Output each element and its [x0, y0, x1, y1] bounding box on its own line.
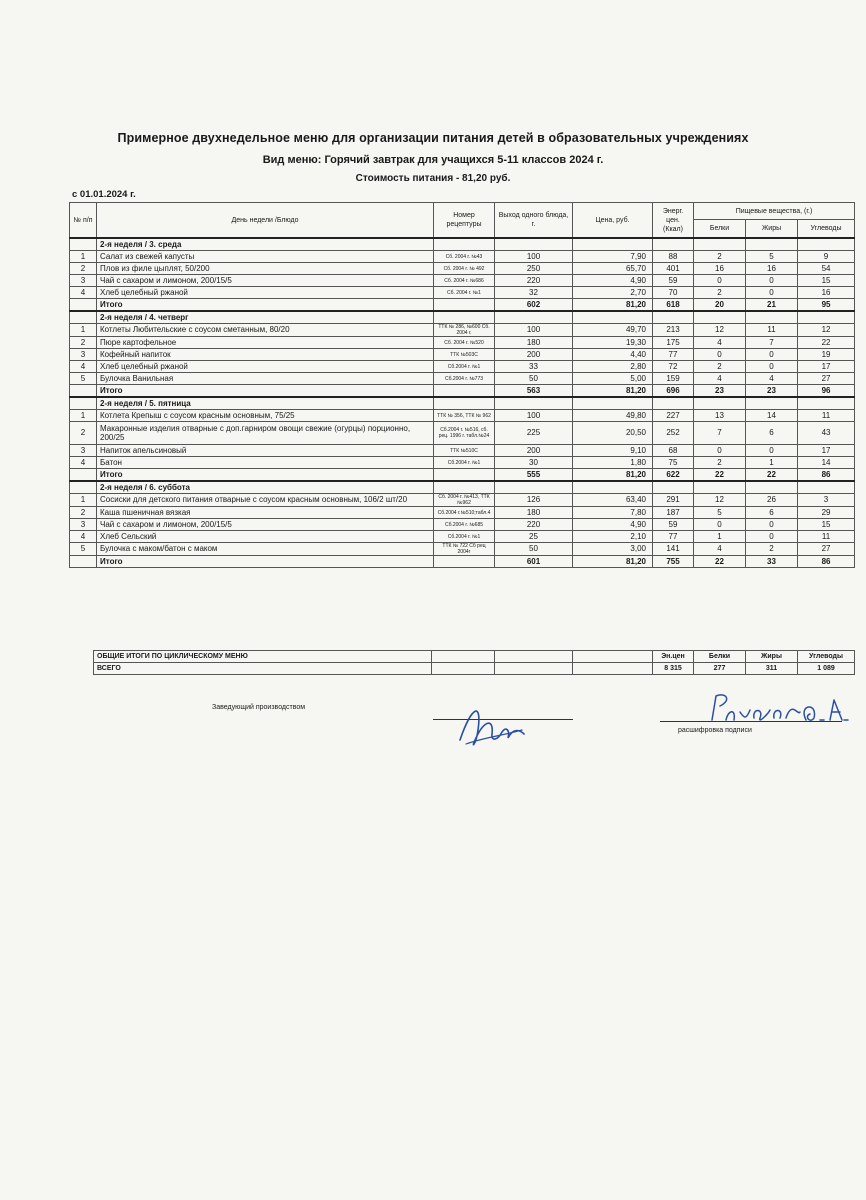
total-label: Итого	[97, 299, 434, 312]
row-number: 4	[70, 531, 97, 543]
row-number: 3	[70, 275, 97, 287]
position-label: Заведующий производством	[212, 704, 306, 711]
dish-fat: 1	[746, 457, 798, 469]
summary-row-values	[94, 663, 855, 675]
row-number: 4	[70, 457, 97, 469]
dish-price: 4,40	[573, 349, 653, 361]
dish-yield: 180	[495, 507, 573, 519]
dish-fat: 16	[746, 263, 798, 275]
day-header-row	[70, 238, 855, 251]
dish-fat: 4	[746, 373, 798, 385]
dish-protein: 5	[694, 507, 746, 519]
menu-body	[70, 238, 855, 568]
recipe-number: ТТК № 722 Сб рец 2004г	[434, 543, 495, 556]
table-row	[70, 349, 855, 361]
day-header-row	[70, 481, 855, 494]
total-protein: 23	[694, 385, 746, 398]
summary-fat: 311	[746, 663, 798, 675]
table-row	[70, 251, 855, 263]
dish-energy: 59	[653, 275, 694, 287]
dish-yield: 250	[495, 263, 573, 275]
total-carbs: 86	[798, 556, 855, 568]
recipe-number: ТТК №503С	[434, 349, 495, 361]
dish-price: 1,80	[573, 457, 653, 469]
dish-fat: 14	[746, 410, 798, 422]
summary-table	[93, 650, 855, 675]
table-row	[70, 531, 855, 543]
dish-protein: 4	[694, 337, 746, 349]
total-carbs: 86	[798, 469, 855, 482]
total-protein: 22	[694, 469, 746, 482]
table-row	[70, 494, 855, 507]
dish-price: 19,30	[573, 337, 653, 349]
row-number: 1	[70, 324, 97, 337]
dish-energy: 187	[653, 507, 694, 519]
dish-carbs: 9	[798, 251, 855, 263]
total-energy: 622	[653, 469, 694, 482]
total-price: 81,20	[573, 469, 653, 482]
total-fat: 23	[746, 385, 798, 398]
dish-fat: 2	[746, 543, 798, 556]
dish-fat: 0	[746, 519, 798, 531]
recipe-number: ТТК № 356, ТТК № 962	[434, 410, 495, 422]
handwritten-signature	[452, 700, 542, 760]
dish-carbs: 54	[798, 263, 855, 275]
dish-protein: 2	[694, 287, 746, 299]
dish-price: 7,90	[573, 251, 653, 263]
recipe-number: Сб. 2004 г. № 492	[434, 263, 495, 275]
table-row	[70, 287, 855, 299]
dish-yield: 225	[495, 422, 573, 445]
dish-yield: 220	[495, 519, 573, 531]
dish-name: Напиток апельсиновый	[97, 445, 434, 457]
dish-name: Чай с сахаром и лимоном, 200/15/5	[97, 275, 434, 287]
dish-yield: 50	[495, 373, 573, 385]
row-number: 2	[70, 422, 97, 445]
dish-protein: 2	[694, 361, 746, 373]
day-header-row	[70, 311, 855, 324]
day-title: 2-я неделя / 6. суббота	[97, 481, 434, 494]
dish-protein: 0	[694, 519, 746, 531]
dish-fat: 0	[746, 445, 798, 457]
recipe-number: Сб. 2004 г. №413, ТТК №962	[434, 494, 495, 507]
table-row	[70, 410, 855, 422]
dish-yield: 200	[495, 349, 573, 361]
row-number: 5	[70, 373, 97, 385]
dish-name: Макаронные изделия отварные с доп.гарниром овощи свежие (огурцы) порционно, 200/25	[97, 422, 434, 445]
summary-carbs-header: Углеводы	[798, 651, 855, 663]
col-dish: День недели /Блюдо	[97, 203, 434, 239]
dish-carbs: 11	[798, 410, 855, 422]
dish-name: Каша пшеничная вязкая	[97, 507, 434, 519]
dish-name: Чай с сахаром и лимоном, 200/15/5	[97, 519, 434, 531]
total-price: 81,20	[573, 385, 653, 398]
dish-yield: 50	[495, 543, 573, 556]
row-number: 2	[70, 337, 97, 349]
col-price: Цена, руб.	[573, 203, 653, 239]
table-row	[70, 519, 855, 531]
dish-protein: 13	[694, 410, 746, 422]
dish-protein: 4	[694, 543, 746, 556]
dish-carbs: 14	[798, 457, 855, 469]
dish-carbs: 17	[798, 445, 855, 457]
menu-table	[69, 202, 855, 568]
dish-energy: 227	[653, 410, 694, 422]
dish-price: 9,10	[573, 445, 653, 457]
dish-price: 20,50	[573, 422, 653, 445]
recipe-number: Сб. 2004 г. №1	[434, 287, 495, 299]
total-row	[70, 469, 855, 482]
recipe-number: ТТК №510С	[434, 445, 495, 457]
total-price: 81,20	[573, 299, 653, 312]
row-number: 2	[70, 507, 97, 519]
dish-protein: 16	[694, 263, 746, 275]
dish-energy: 72	[653, 361, 694, 373]
summary-label: ОБЩИЕ ИТОГИ ПО ЦИКЛИЧЕСКОМУ МЕНЮ	[94, 651, 432, 663]
dish-protein: 0	[694, 275, 746, 287]
total-yield: 601	[495, 556, 573, 568]
table-row	[70, 361, 855, 373]
table-row	[70, 275, 855, 287]
dish-price: 2,80	[573, 361, 653, 373]
table-row	[70, 543, 855, 556]
col-num: № п/п	[70, 203, 97, 239]
dish-fat: 0	[746, 287, 798, 299]
table-row	[70, 373, 855, 385]
dish-carbs: 22	[798, 337, 855, 349]
total-fat: 21	[746, 299, 798, 312]
dish-energy: 252	[653, 422, 694, 445]
meal-cost: Стоимость питания - 81,20 руб.	[355, 173, 511, 184]
table-row	[70, 422, 855, 445]
dish-price: 63,40	[573, 494, 653, 507]
effective-date: с 01.01.2024 г.	[72, 189, 136, 200]
total-energy: 696	[653, 385, 694, 398]
dish-price: 5,00	[573, 373, 653, 385]
dish-name: Булочка Ванильная	[97, 373, 434, 385]
dish-energy: 141	[653, 543, 694, 556]
dish-energy: 88	[653, 251, 694, 263]
recipe-number: Сб.2004 г. №685	[434, 519, 495, 531]
dish-energy: 159	[653, 373, 694, 385]
recipe-number: Сб. 2004 г. №686	[434, 275, 495, 287]
dish-name: Булочка с маком/батон с маком	[97, 543, 434, 556]
dish-price: 49,80	[573, 410, 653, 422]
dish-price: 3,00	[573, 543, 653, 556]
total-carbs: 96	[798, 385, 855, 398]
recipe-number: Сб.2004 г. №516, сб. рец. 1996 г. табл.№24	[434, 422, 495, 445]
dish-yield: 180	[495, 337, 573, 349]
dish-energy: 213	[653, 324, 694, 337]
dish-yield: 100	[495, 251, 573, 263]
dish-carbs: 11	[798, 531, 855, 543]
row-number: 1	[70, 494, 97, 507]
dish-fat: 0	[746, 275, 798, 287]
day-title: 2-я неделя / 3. среда	[97, 238, 434, 251]
dish-yield: 220	[495, 275, 573, 287]
dish-yield: 100	[495, 324, 573, 337]
total-energy: 618	[653, 299, 694, 312]
dish-energy: 59	[653, 519, 694, 531]
dish-carbs: 12	[798, 324, 855, 337]
table-row	[70, 507, 855, 519]
dish-carbs: 15	[798, 519, 855, 531]
table-row	[70, 445, 855, 457]
total-carbs: 95	[798, 299, 855, 312]
row-number: 5	[70, 543, 97, 556]
menu-type: Вид меню: Горячий завтрак для учащихся 5-11 классов 2024 г.	[262, 154, 604, 166]
dish-carbs: 3	[798, 494, 855, 507]
row-number: 4	[70, 287, 97, 299]
dish-name: Сосиски для детского питания отварные с соусом красным основным, 106/2 шт/20	[97, 494, 434, 507]
dish-fat: 11	[746, 324, 798, 337]
dish-price: 4,90	[573, 275, 653, 287]
dish-energy: 77	[653, 531, 694, 543]
table-row	[70, 324, 855, 337]
dish-name: Пюре картофельное	[97, 337, 434, 349]
document-title: Примерное двухнедельное меню для организации питания детей в образовательных учреждениях	[117, 131, 749, 145]
dish-protein: 2	[694, 457, 746, 469]
dish-yield: 126	[495, 494, 573, 507]
dish-protein: 12	[694, 494, 746, 507]
dish-protein: 7	[694, 422, 746, 445]
dish-fat: 0	[746, 531, 798, 543]
row-number: 1	[70, 251, 97, 263]
dish-energy: 175	[653, 337, 694, 349]
summary-carbs: 1 089	[798, 663, 855, 675]
dish-protein: 12	[694, 324, 746, 337]
row-number: 2	[70, 263, 97, 275]
dish-protein: 1	[694, 531, 746, 543]
dish-name: Котлета Крепыш с соусом красным основным, 75/25	[97, 410, 434, 422]
dish-price: 2,70	[573, 287, 653, 299]
total-row	[70, 385, 855, 398]
dish-fat: 0	[746, 361, 798, 373]
handwritten-name	[706, 690, 856, 730]
day-title: 2-я неделя / 5. пятница	[97, 397, 434, 410]
dish-yield: 30	[495, 457, 573, 469]
total-yield: 555	[495, 469, 573, 482]
day-header-row	[70, 397, 855, 410]
recipe-number: Сб.2004 г. №773	[434, 373, 495, 385]
dish-energy: 77	[653, 349, 694, 361]
recipe-number: ТТК № 286, №600 Сб. 2004 г.	[434, 324, 495, 337]
dish-carbs: 16	[798, 287, 855, 299]
dish-carbs: 17	[798, 361, 855, 373]
dish-yield: 25	[495, 531, 573, 543]
dish-carbs: 15	[798, 275, 855, 287]
dish-name: Котлеты Любительские с соусом сметанным, 80/20	[97, 324, 434, 337]
dish-price: 49,70	[573, 324, 653, 337]
total-row	[70, 556, 855, 568]
dish-protein: 0	[694, 445, 746, 457]
dish-carbs: 29	[798, 507, 855, 519]
dish-name: Кофейный напиток	[97, 349, 434, 361]
dish-protein: 0	[694, 349, 746, 361]
dish-protein: 2	[694, 251, 746, 263]
dish-carbs: 19	[798, 349, 855, 361]
total-yield: 602	[495, 299, 573, 312]
dish-price: 4,90	[573, 519, 653, 531]
dish-yield: 100	[495, 410, 573, 422]
total-price: 81,20	[573, 556, 653, 568]
total-label: Итого	[97, 556, 434, 568]
summary-protein-header: Белки	[694, 651, 746, 663]
dish-name: Плов из филе цыплят, 50/200	[97, 263, 434, 275]
total-protein: 22	[694, 556, 746, 568]
dish-name: Хлеб Сельский	[97, 531, 434, 543]
col-yield: Выход одного блюда, г.	[495, 203, 573, 239]
dish-fat: 26	[746, 494, 798, 507]
dish-energy: 291	[653, 494, 694, 507]
summary-protein: 277	[694, 663, 746, 675]
dish-fat: 6	[746, 422, 798, 445]
dish-energy: 401	[653, 263, 694, 275]
table-row	[70, 263, 855, 275]
day-title: 2-я неделя / 4. четверг	[97, 311, 434, 324]
summary-energy: 8 315	[653, 663, 694, 675]
dish-energy: 70	[653, 287, 694, 299]
col-nutrients: Пищевые вещества, (г.)	[694, 203, 855, 220]
dish-carbs: 43	[798, 422, 855, 445]
summary-total-label: ВСЕГО	[94, 663, 432, 675]
col-protein: Белки	[694, 220, 746, 238]
total-energy: 755	[653, 556, 694, 568]
recipe-number: Сб. 2004 г. №520	[434, 337, 495, 349]
dish-name: Батон	[97, 457, 434, 469]
total-label: Итого	[97, 469, 434, 482]
total-label: Итого	[97, 385, 434, 398]
dish-yield: 32	[495, 287, 573, 299]
recipe-number: Сб.2004 г. №1	[434, 457, 495, 469]
dish-price: 65,70	[573, 263, 653, 275]
dish-energy: 75	[653, 457, 694, 469]
row-number: 3	[70, 349, 97, 361]
summary-energy-header: Эн.цен	[653, 651, 694, 663]
dish-protein: 4	[694, 373, 746, 385]
table-row	[70, 337, 855, 349]
dish-price: 7,80	[573, 507, 653, 519]
total-fat: 33	[746, 556, 798, 568]
dish-fat: 6	[746, 507, 798, 519]
dish-name: Хлеб целебный ржаной	[97, 287, 434, 299]
col-recipe: Номер рецептуры	[434, 203, 495, 239]
dish-price: 2,10	[573, 531, 653, 543]
dish-yield: 200	[495, 445, 573, 457]
dish-carbs: 27	[798, 373, 855, 385]
col-energy: Энерг. цен. (Ккал)	[653, 203, 694, 239]
dish-fat: 5	[746, 251, 798, 263]
summary-fat-header: Жиры	[746, 651, 798, 663]
dish-energy: 68	[653, 445, 694, 457]
recipe-number: Сб.2004 г. №1	[434, 531, 495, 543]
dish-carbs: 27	[798, 543, 855, 556]
col-fat: Жиры	[746, 220, 798, 238]
row-number: 1	[70, 410, 97, 422]
dish-fat: 7	[746, 337, 798, 349]
table-row	[70, 457, 855, 469]
dish-name: Салат из свежей капусты	[97, 251, 434, 263]
dish-name: Хлеб целебный ржаной	[97, 361, 434, 373]
total-yield: 563	[495, 385, 573, 398]
summary-row-labels	[94, 651, 855, 663]
total-fat: 22	[746, 469, 798, 482]
row-number: 4	[70, 361, 97, 373]
row-number: 3	[70, 445, 97, 457]
decode-label: расшифровка подписи	[678, 727, 752, 734]
row-number: 3	[70, 519, 97, 531]
dish-fat: 0	[746, 349, 798, 361]
recipe-number: Сб.2004 г.№510;табл.4	[434, 507, 495, 519]
col-carbs: Углеводы	[798, 220, 855, 238]
recipe-number: Сб. 2004 г. №43	[434, 251, 495, 263]
total-row	[70, 299, 855, 312]
total-protein: 20	[694, 299, 746, 312]
recipe-number: Сб.2004 г. №1	[434, 361, 495, 373]
dish-yield: 33	[495, 361, 573, 373]
